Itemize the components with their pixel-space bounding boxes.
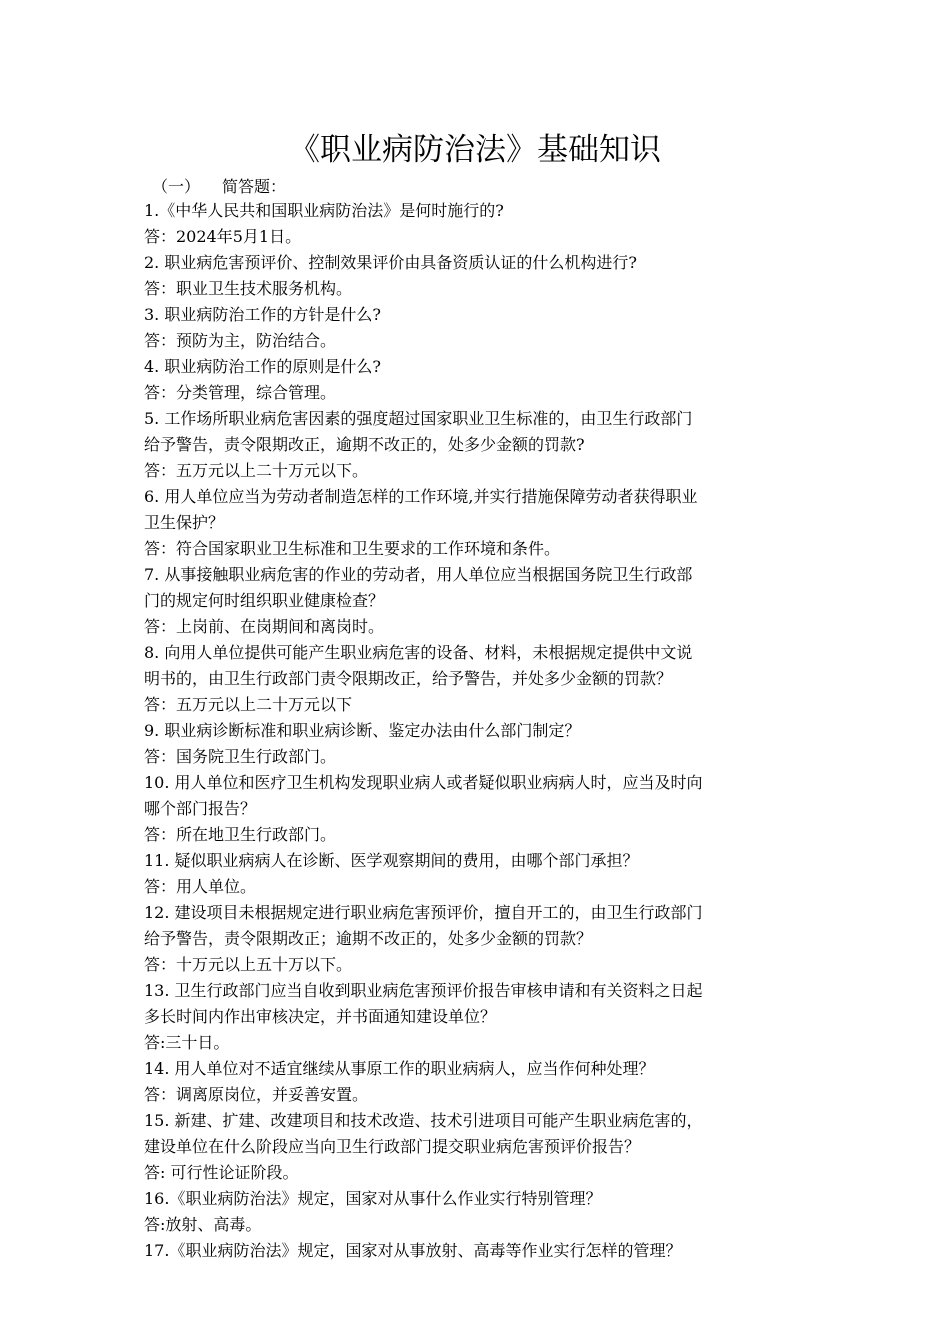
text-line: 10. 用人单位和医疗卫生机构发现职业病人或者疑似职业病病人时，应当及时向 [144, 773, 703, 792]
text-line: 答:三十日。 [144, 1033, 230, 1052]
document-body [144, 176, 809, 1264]
text-line: 答：上岗前、在岗期间和离岗时。 [144, 617, 385, 636]
section-label: （一） [152, 177, 201, 196]
text-line: 14. 用人单位对不适宜继续从事原工作的职业病病人，应当作何种处理？ [144, 1059, 655, 1078]
text-line: 12. 建设项目未根据规定进行职业病危害预评价，擅自开工的，由卫生行政部门 [144, 903, 703, 922]
text-line: 1.《中华人民共和国职业病防治法》是何时施行的? [144, 201, 504, 220]
text-line: 4. 职业病防治工作的原则是什么? [144, 357, 381, 376]
text-line: 7. 从事接触职业病危害的作业的劳动者，用人单位应当根据国务院卫生行政部 [144, 565, 693, 584]
text-line: 答:放射、高毒。 [144, 1215, 262, 1234]
text-line: 答：调离原岗位，并妥善安置。 [144, 1085, 369, 1104]
text-line: 明书的，由卫生行政部门责令限期改正，给予警告，并处多少金额的罚款？ [144, 669, 673, 688]
text-line: 给予警告，责令限期改正；逾期不改正的，处多少金额的罚款？ [144, 929, 593, 948]
text-line: 答：五万元以上二十万元以下 [144, 695, 353, 714]
page-title: 《职业病防治法》基础知识 [289, 132, 661, 168]
text-line: 答: 可行性论证阶段。 [144, 1163, 299, 1182]
text-line: 答：十万元以上五十万以下。 [144, 955, 353, 974]
text-line: 15. 新建、扩建、改建项目和技术改造、技术引进项目可能产生职业病危害的， [144, 1111, 703, 1130]
section-heading [144, 176, 809, 198]
text-line: 答：分类管理，综合管理。 [144, 383, 337, 402]
text-line: 9. 职业病诊断标准和职业病诊断、鉴定办法由什么部门制定？ [144, 721, 581, 740]
text-line: 答：用人单位。 [144, 877, 257, 896]
text-line: 答：2024年5月1日。 [144, 227, 302, 246]
text-line: 11. 疑似职业病病人在诊断、医学观察期间的费用，由哪个部门承担？ [144, 851, 639, 870]
text-line: 门的规定何时组织职业健康检查？ [144, 591, 385, 610]
text-line: 给予警告，责令限期改正，逾期不改正的，处多少金额的罚款? [144, 435, 585, 454]
text-line: 答：符合国家职业卫生标准和卫生要求的工作环境和条件。 [144, 539, 561, 558]
text-line: 3. 职业病防治工作的方针是什么? [144, 305, 381, 324]
text-line: 多长时间内作出审核决定，并书面通知建设单位？ [144, 1007, 497, 1026]
text-line: 答：职业卫生技术服务机构。 [144, 279, 353, 298]
text-line: 建设单位在什么阶段应当向卫生行政部门提交职业病危害预评价报告？ [144, 1137, 641, 1156]
text-line: 卫生保护？ [144, 513, 225, 532]
text-line: 答：所在地卫生行政部门。 [144, 825, 337, 844]
text-line: 16.《职业病防治法》规定，国家对从事什么作业实行特别管理？ [144, 1189, 602, 1208]
text-line: 答：国务院卫生行政部门。 [144, 747, 337, 766]
text-line: 答：预防为主，防治结合。 [144, 331, 337, 350]
text-line: 答：五万元以上二十万元以下。 [144, 461, 369, 480]
section-title: 简答题： [222, 177, 287, 196]
text-line: 5. 工作场所职业病危害因素的强度超过国家职业卫生标准的，由卫生行政部门 [144, 409, 693, 428]
text-line: 17.《职业病防治法》规定，国家对从事放射、高毒等作业实行怎样的管理？ [144, 1241, 682, 1260]
text-line: 2. 职业病危害预评价、控制效果评价由具备资质认证的什么机构进行? [144, 253, 637, 272]
text-line: 哪个部门报告？ [144, 799, 257, 818]
text-line: 13. 卫生行政部门应当自收到职业病危害预评价报告审核申请和有关资料之日起 [144, 981, 703, 1000]
text-line: 6. 用人单位应当为劳动者制造怎样的工作环境,并实行措施保障劳动者获得职业 [144, 487, 698, 506]
text-line: 8. 向用人单位提供可能产生职业病危害的设备、材料，未根据规定提供中文说 [144, 643, 693, 662]
